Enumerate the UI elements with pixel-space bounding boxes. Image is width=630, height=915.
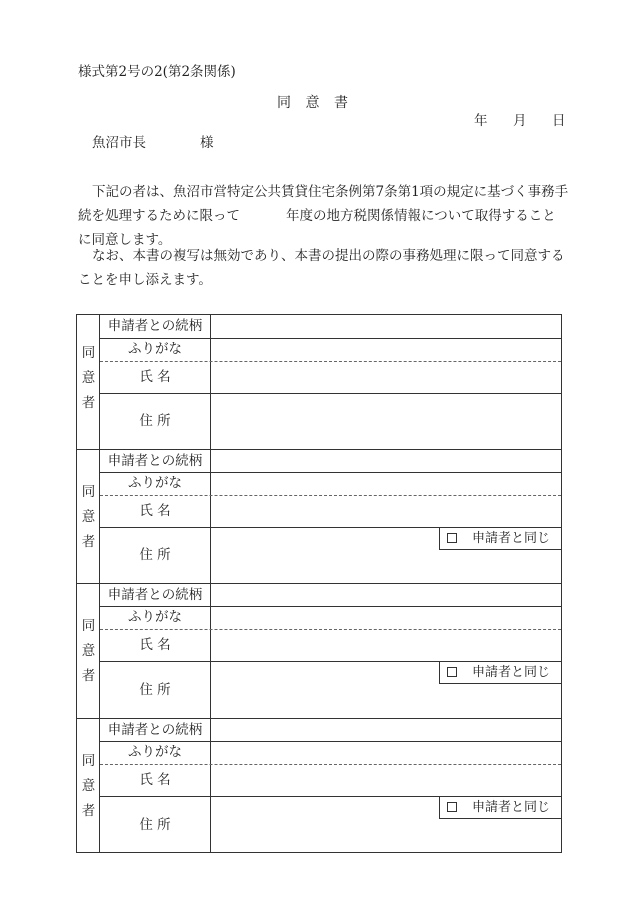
document-title: 同 意 書 [277,95,353,111]
name-label: 氏 名 [139,772,171,788]
form-number-label: 様式第2号の2(第2条関係) [78,64,236,80]
relation-label: 申請者との続柄 [107,453,203,469]
consenter-block-3 [77,584,561,718]
note-paragraph [78,244,565,292]
consent-paragraph-line2-b: 年度の地方税関係情報について取得すること [286,208,556,224]
same-as-applicant-checkbox[interactable]: 申請者と同じ [439,797,561,819]
name-label: 氏 名 [139,369,171,385]
date-day-label: 日 [552,113,566,129]
name-label: 氏 名 [139,503,171,519]
addressee-honorific: 様 [200,135,214,151]
furigana-label: ふりがな [128,341,182,357]
relation-label: 申請者との続柄 [107,318,203,334]
relation-label: 申請者との続柄 [107,722,203,738]
note-paragraph-line2: ことを申し添えます。 [78,272,212,288]
consenter-block-4 [77,719,561,852]
date-month-label: 月 [513,113,527,129]
name-label: 氏 名 [139,637,171,653]
consent-paragraph-line2-a: 続を処理するために限って [78,208,240,224]
consenter-block-2 [77,450,561,583]
address-label: 住 所 [139,682,171,698]
consent-paragraph-line3: に同意します。 [78,232,172,248]
addressee: 魚沼市長 [92,135,146,151]
consent-paragraph-line2 [78,204,568,228]
consenter-side-label: 同 意 者 [77,719,100,852]
same-as-applicant-checkbox[interactable]: 申請者と同じ [439,662,561,684]
address-label: 住 所 [139,547,171,563]
date-year-label: 年 [474,113,488,129]
checkbox-icon[interactable] [447,533,457,543]
consent-paragraph [78,180,568,252]
consent-paragraph-line1: 下記の者は、魚沼市営特定公共賃貸住宅条例第7条第1項の規定に基づく事務手 [92,184,569,200]
furigana-label: ふりがな [128,744,182,760]
address-label: 住 所 [139,817,171,833]
consenter-side-label: 同 意 者 [77,450,100,583]
address-label: 住 所 [139,413,171,429]
relation-label: 申請者との続柄 [107,587,203,603]
consenter-side-label: 同 意 者 [77,584,100,718]
consenter-side-label: 同 意 者 [77,315,100,449]
furigana-label: ふりがな [128,609,182,625]
furigana-label: ふりがな [128,475,182,491]
checkbox-icon[interactable] [447,667,457,677]
note-paragraph-line1: なお、本書の複写は無効であり、本書の提出の際の事務処理に限って同意する [92,248,565,264]
consent-person-table [76,314,562,853]
checkbox-icon[interactable] [447,802,457,812]
same-as-applicant-checkbox[interactable]: 申請者と同じ [439,528,561,550]
consenter-block-1 [77,315,561,449]
